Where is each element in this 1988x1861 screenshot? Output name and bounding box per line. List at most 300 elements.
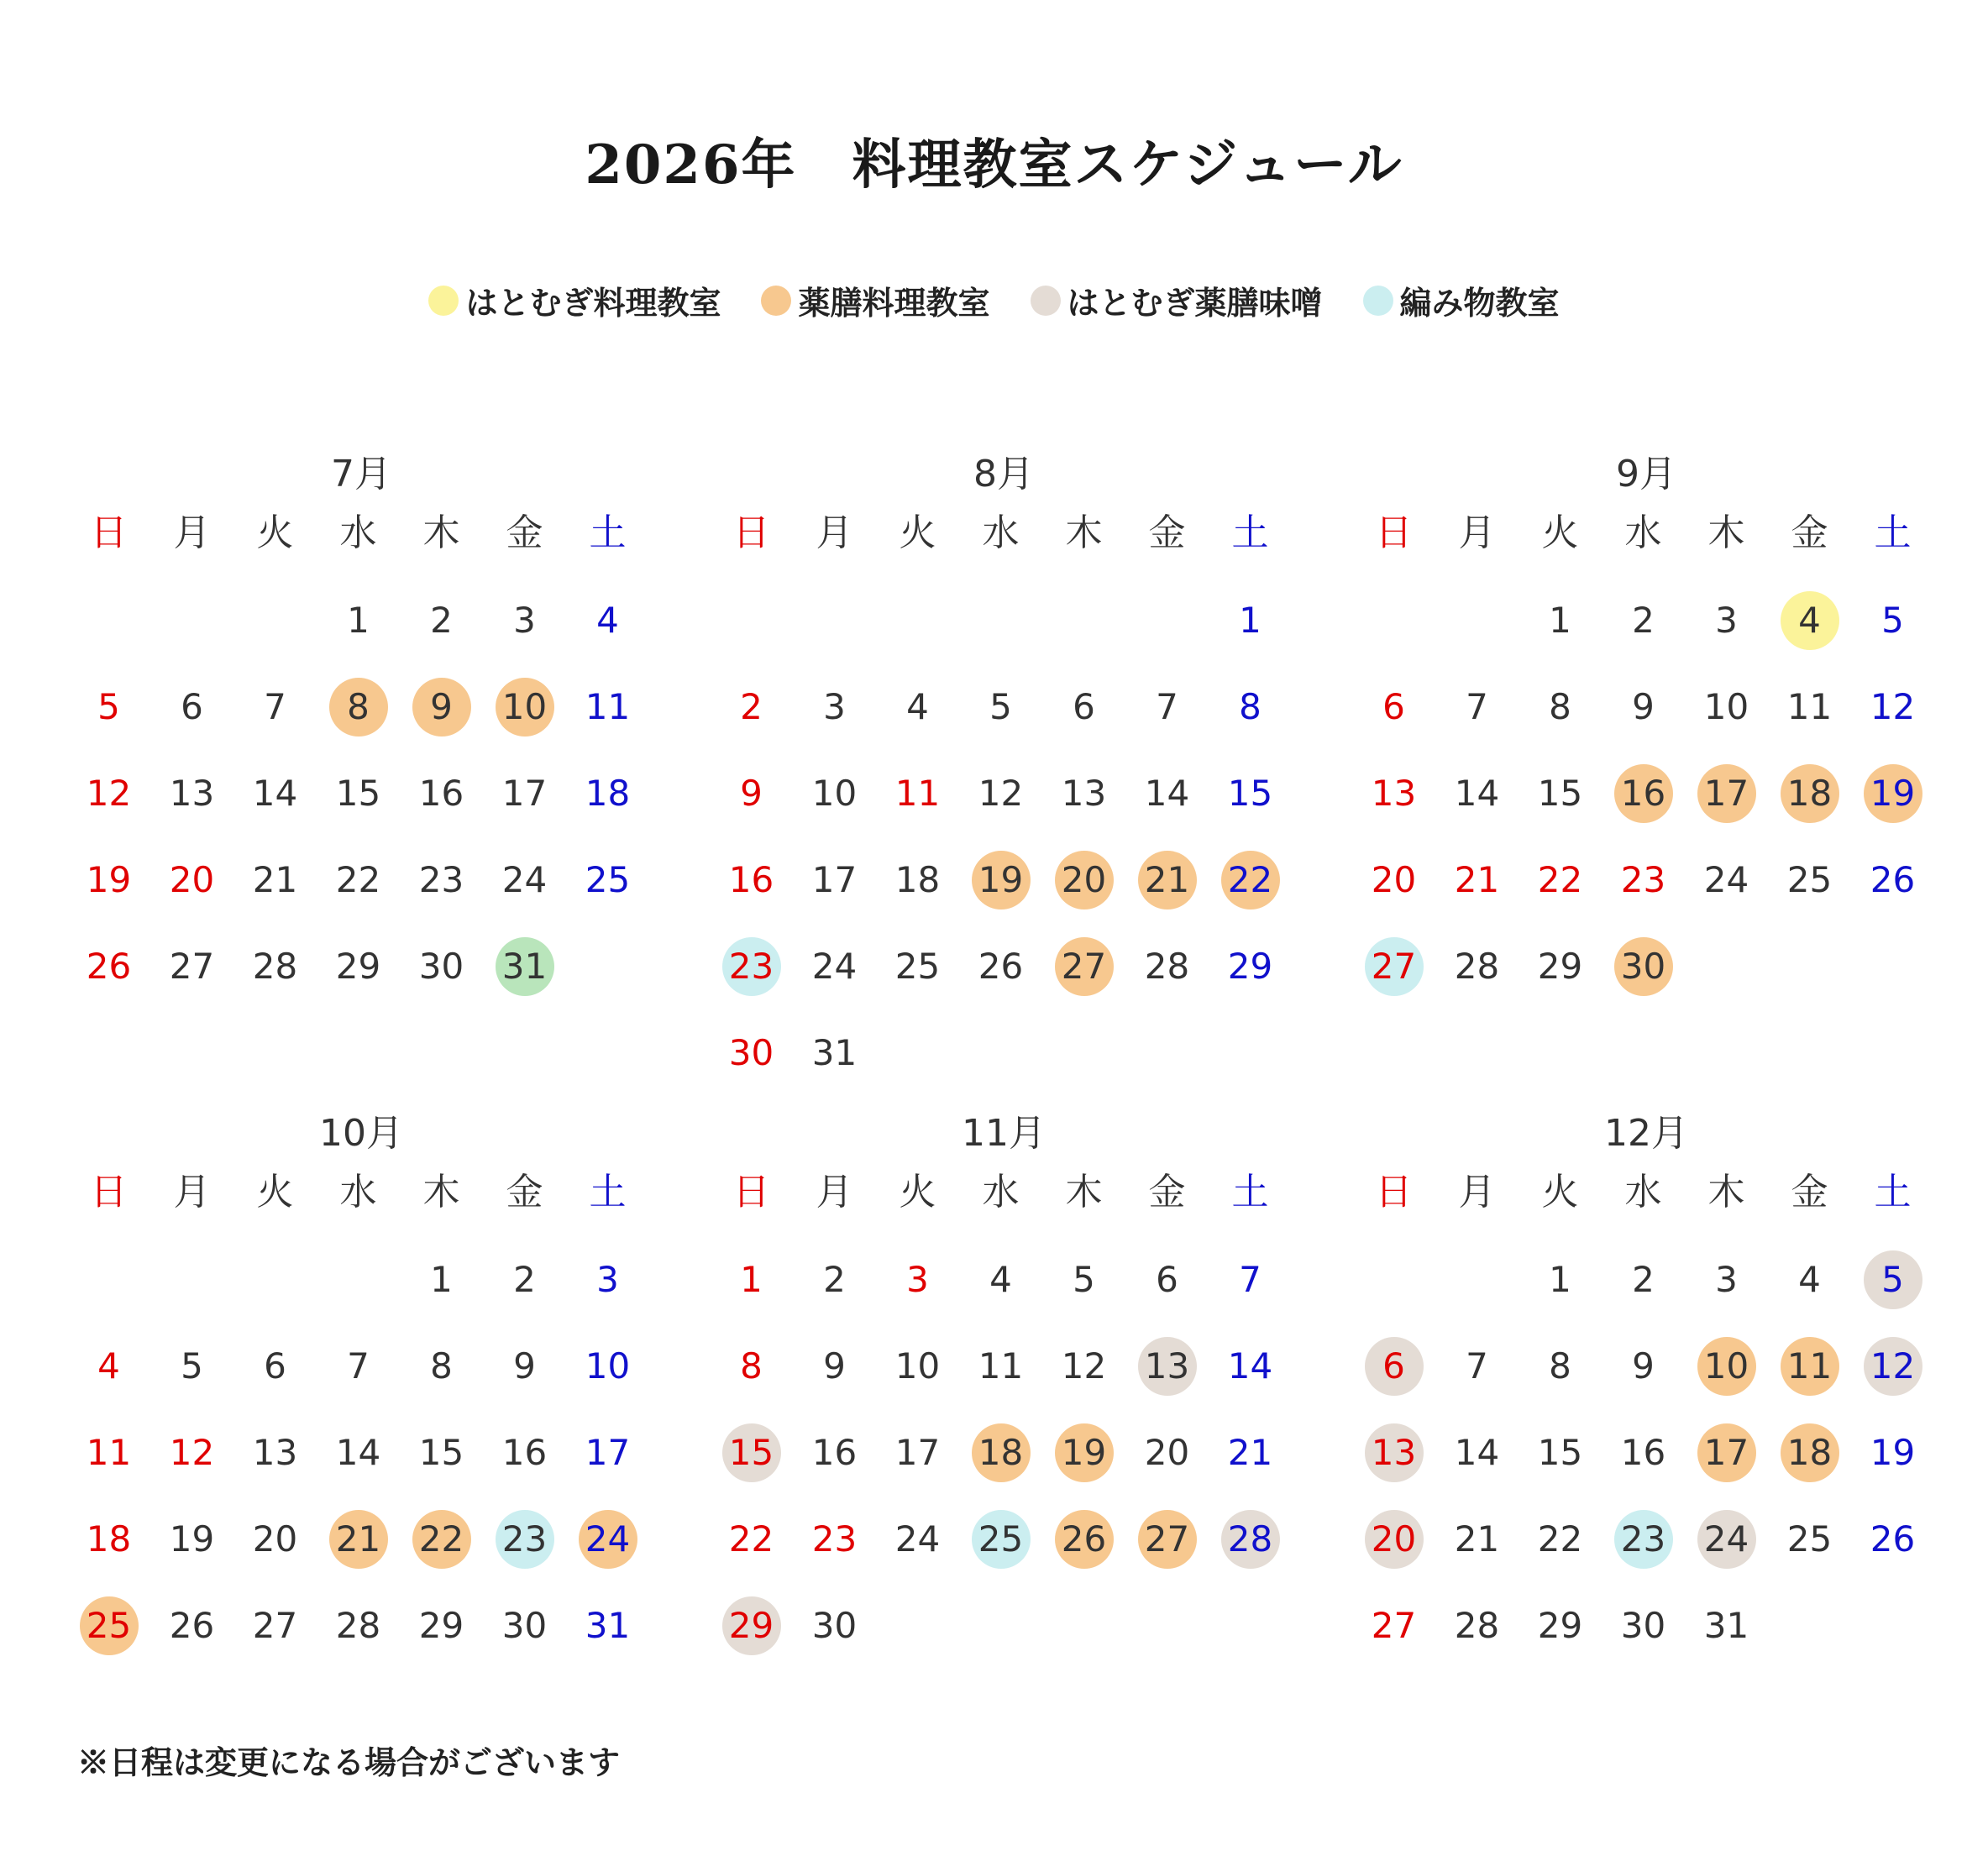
day-number: 13 [1371, 773, 1417, 814]
day-cell [400, 923, 483, 1009]
day-cell [150, 1409, 233, 1496]
day-cell [1685, 1323, 1768, 1409]
day-cell [483, 1323, 566, 1409]
weekday-label: 月 [1458, 511, 1496, 554]
day-number: 16 [501, 1432, 548, 1473]
weekday-label: 木 [1065, 511, 1103, 554]
day-cell [1042, 1236, 1125, 1323]
weekday-label: 木 [422, 1171, 460, 1214]
empty-day-cell [233, 1236, 317, 1323]
day-cell [150, 750, 233, 836]
event-day-number: 12 [1864, 1337, 1922, 1396]
day-cell [1209, 663, 1292, 750]
day-cell [483, 663, 566, 750]
empty-day-cell [317, 1236, 400, 1323]
weekday-label: 金 [1791, 1171, 1828, 1214]
empty-day-cell [959, 577, 1042, 663]
day-cell [710, 923, 793, 1009]
day-number: 6 [181, 686, 203, 727]
day-cell [233, 923, 317, 1009]
day-cell [317, 1323, 400, 1409]
event-day-number: 24 [1697, 1510, 1756, 1569]
day-cell [1602, 663, 1685, 750]
legend-dot-icon [1031, 286, 1061, 316]
empty-day-cell [793, 577, 876, 663]
day-cell [1209, 750, 1292, 836]
day-cell [150, 923, 233, 1009]
day-number: 3 [513, 600, 536, 641]
day-cell [566, 1323, 649, 1409]
empty-day-cell [710, 577, 793, 663]
day-number: 18 [894, 859, 941, 900]
day-number: 26 [1870, 1518, 1916, 1560]
day-cell [317, 750, 400, 836]
day-number: 2 [1632, 1259, 1655, 1300]
day-cell [150, 1582, 233, 1669]
day-cell [959, 923, 1042, 1009]
day-cell [1768, 577, 1851, 663]
day-number: 5 [989, 686, 1012, 727]
weekday-label: 水 [339, 511, 377, 554]
day-cell [1209, 1496, 1292, 1582]
day-number: 8 [1549, 1345, 1571, 1387]
event-day-number: 6 [1365, 1337, 1424, 1396]
event-day-number: 23 [496, 1510, 554, 1569]
day-cell [1352, 923, 1435, 1009]
day-cell [67, 836, 150, 923]
day-cell [1435, 923, 1519, 1009]
day-cell [566, 1496, 649, 1582]
weekday-label: 火 [899, 511, 936, 554]
day-cell [1352, 1409, 1435, 1496]
month-title: 12月 [1604, 1112, 1688, 1155]
day-number: 4 [596, 600, 619, 641]
day-cell [1685, 663, 1768, 750]
day-cell [233, 836, 317, 923]
event-day-number: 20 [1055, 851, 1114, 910]
day-cell [1435, 663, 1519, 750]
day-number: 17 [501, 773, 548, 814]
day-cell [1602, 1409, 1685, 1496]
day-number: 30 [418, 946, 464, 987]
weekday-label: 日 [1375, 1171, 1413, 1214]
day-cell [67, 1323, 150, 1409]
day-cell [1602, 750, 1685, 836]
empty-day-cell [1352, 577, 1435, 663]
day-cell [710, 1236, 793, 1323]
day-cell [793, 836, 876, 923]
day-cell [710, 663, 793, 750]
day-number: 15 [418, 1432, 464, 1473]
day-number: 25 [1786, 1518, 1833, 1560]
weekday-label: 水 [339, 1171, 377, 1214]
day-number: 9 [1632, 1345, 1655, 1387]
day-cell [1435, 1409, 1519, 1496]
day-number: 26 [169, 1605, 215, 1646]
event-day-number: 19 [972, 851, 1031, 910]
day-grid [1352, 577, 1940, 1009]
day-cell [1352, 750, 1435, 836]
day-cell [710, 1582, 793, 1669]
day-cell [959, 1236, 1042, 1323]
day-cell [1042, 663, 1125, 750]
day-number: 29 [335, 946, 381, 987]
event-day-number: 18 [972, 1423, 1031, 1482]
day-number: 14 [1454, 773, 1500, 814]
day-cell [566, 1409, 649, 1496]
day-cell [483, 1409, 566, 1496]
day-cell [67, 1409, 150, 1496]
weekday-label: 月 [173, 511, 211, 554]
event-day-number: 18 [1781, 1423, 1839, 1482]
day-number: 25 [894, 946, 941, 987]
day-number: 9 [823, 1345, 846, 1387]
day-number: 12 [1061, 1345, 1107, 1387]
legend-item-hatomugi [428, 277, 721, 323]
day-cell [150, 1496, 233, 1582]
day-number: 7 [1239, 1259, 1262, 1300]
day-number: 11 [585, 686, 631, 727]
day-number: 25 [585, 859, 631, 900]
day-number: 17 [811, 859, 858, 900]
weekday-label: 金 [506, 511, 543, 554]
day-number: 31 [811, 1032, 858, 1073]
day-cell [400, 663, 483, 750]
day-number: 21 [1454, 859, 1500, 900]
day-cell [67, 1496, 150, 1582]
event-day-number: 11 [1781, 1337, 1839, 1396]
day-number: 1 [740, 1259, 763, 1300]
day-cell [233, 663, 317, 750]
day-number: 28 [335, 1605, 381, 1646]
weekday-label: 日 [90, 511, 128, 554]
weekday-label: 日 [732, 1171, 770, 1214]
weekday-header [710, 1169, 1298, 1216]
weekday-header [67, 510, 655, 557]
day-cell [483, 1582, 566, 1669]
day-cell [67, 1582, 150, 1669]
day-cell [876, 1409, 959, 1496]
day-number: 29 [1537, 1605, 1583, 1646]
day-cell [317, 1409, 400, 1496]
day-number: 28 [1144, 946, 1190, 987]
day-cell [1209, 836, 1292, 923]
empty-day-cell [67, 577, 150, 663]
weekday-label: 日 [90, 1171, 128, 1214]
day-cell [793, 1496, 876, 1582]
day-cell [1519, 1236, 1602, 1323]
day-cell [793, 923, 876, 1009]
day-cell [483, 923, 566, 1009]
day-cell [483, 750, 566, 836]
day-cell [1768, 1323, 1851, 1409]
day-cell [1768, 1409, 1851, 1496]
day-number: 12 [978, 773, 1024, 814]
event-day-number: 10 [496, 678, 554, 737]
day-number: 13 [1061, 773, 1107, 814]
day-number: 22 [335, 859, 381, 900]
event-day-number: 21 [1138, 851, 1197, 910]
day-cell [150, 836, 233, 923]
day-number: 6 [1156, 1259, 1178, 1300]
event-day-number: 28 [1221, 1510, 1280, 1569]
day-number: 19 [86, 859, 132, 900]
day-number: 23 [418, 859, 464, 900]
day-number: 10 [1703, 686, 1749, 727]
day-cell [1209, 1323, 1292, 1409]
event-day-number: 31 [496, 937, 554, 996]
weekday-label: 土 [1231, 511, 1269, 554]
day-grid [1352, 1236, 1940, 1669]
day-cell [793, 1009, 876, 1096]
legend-label: はとむぎ料理教室 [465, 284, 721, 322]
day-cell [1125, 663, 1209, 750]
weekday-label: 水 [982, 511, 1020, 554]
event-day-number: 26 [1055, 1510, 1114, 1569]
weekday-label: 木 [1065, 1171, 1103, 1214]
weekday-label: 火 [256, 1171, 294, 1214]
day-number: 18 [86, 1518, 132, 1560]
event-day-number: 5 [1864, 1250, 1922, 1309]
day-number: 7 [347, 1345, 370, 1387]
day-cell [1768, 750, 1851, 836]
day-cell [1042, 923, 1125, 1009]
day-cell [1851, 1496, 1934, 1582]
day-cell [1435, 1323, 1519, 1409]
day-cell [1851, 1236, 1934, 1323]
day-number: 4 [989, 1259, 1012, 1300]
day-number: 7 [1466, 686, 1488, 727]
day-number: 14 [335, 1432, 381, 1473]
empty-day-cell [1352, 1236, 1435, 1323]
day-cell [793, 1582, 876, 1669]
weekday-label: 月 [1458, 1171, 1496, 1214]
day-number: 10 [894, 1345, 941, 1387]
day-cell [566, 1582, 649, 1669]
weekday-label: 土 [1231, 1171, 1269, 1214]
day-number: 14 [1227, 1345, 1273, 1387]
day-number: 14 [1454, 1432, 1500, 1473]
month-title: 7月 [331, 453, 391, 495]
event-day-number: 25 [972, 1510, 1031, 1569]
day-number: 6 [1382, 686, 1405, 727]
day-number: 20 [1144, 1432, 1190, 1473]
day-number: 31 [1703, 1605, 1749, 1646]
day-number: 24 [811, 946, 858, 987]
event-day-number: 13 [1138, 1337, 1197, 1396]
empty-day-cell [1125, 577, 1209, 663]
day-number: 30 [811, 1605, 858, 1646]
day-number: 20 [1371, 859, 1417, 900]
day-cell [876, 1236, 959, 1323]
day-number: 15 [335, 773, 381, 814]
day-number: 20 [169, 859, 215, 900]
weekday-label: 土 [589, 1171, 627, 1214]
legend-item-knit [1363, 277, 1560, 323]
day-cell [1685, 1496, 1768, 1582]
day-cell [1519, 577, 1602, 663]
day-cell [959, 750, 1042, 836]
day-cell [1602, 577, 1685, 663]
day-number: 16 [811, 1432, 858, 1473]
day-cell [1209, 1236, 1292, 1323]
event-day-number: 25 [80, 1596, 139, 1655]
day-cell [150, 1323, 233, 1409]
day-number: 16 [418, 773, 464, 814]
day-cell [1519, 836, 1602, 923]
weekday-header [1352, 510, 1940, 557]
legend-label: はとむぎ薬膳味噌 [1067, 284, 1323, 322]
day-number: 23 [811, 1518, 858, 1560]
day-cell [1602, 836, 1685, 923]
day-cell [1602, 923, 1685, 1009]
day-number: 6 [1073, 686, 1095, 727]
day-cell [1851, 1323, 1934, 1409]
day-number: 9 [740, 773, 763, 814]
day-cell [1685, 1409, 1768, 1496]
day-cell [400, 1323, 483, 1409]
day-cell [1519, 923, 1602, 1009]
day-number: 28 [1454, 1605, 1500, 1646]
weekday-label: 月 [816, 511, 853, 554]
day-cell [1042, 750, 1125, 836]
weekday-label: 水 [1624, 1171, 1662, 1214]
event-day-number: 10 [1697, 1337, 1756, 1396]
day-number: 8 [740, 1345, 763, 1387]
day-cell [1209, 1409, 1292, 1496]
day-cell [1519, 1323, 1602, 1409]
day-cell [1685, 750, 1768, 836]
day-number: 2 [513, 1259, 536, 1300]
day-cell [1125, 1323, 1209, 1409]
empty-day-cell [150, 577, 233, 663]
weekday-label: 水 [1624, 511, 1662, 554]
event-day-number: 19 [1055, 1423, 1114, 1482]
day-number: 1 [1549, 1259, 1571, 1300]
day-number: 15 [1537, 1432, 1583, 1473]
day-cell [1125, 1409, 1209, 1496]
weekday-header [1352, 1169, 1940, 1216]
day-number: 1 [430, 1259, 453, 1300]
day-number: 2 [823, 1259, 846, 1300]
day-cell [233, 750, 317, 836]
day-number: 26 [978, 946, 1024, 987]
weekday-label: 月 [816, 1171, 853, 1214]
day-cell [876, 923, 959, 1009]
day-number: 30 [1620, 1605, 1666, 1646]
day-number: 7 [264, 686, 286, 727]
day-number: 7 [1466, 1345, 1488, 1387]
month-calendar-nov [710, 1109, 1298, 1713]
day-cell [150, 663, 233, 750]
day-cell [1435, 750, 1519, 836]
event-day-number: 18 [1781, 764, 1839, 823]
day-cell [876, 836, 959, 923]
legend [0, 277, 1988, 323]
day-number: 26 [1870, 859, 1916, 900]
weekday-label: 土 [589, 511, 627, 554]
day-number: 27 [1371, 1605, 1417, 1646]
day-grid [710, 1236, 1298, 1669]
event-day-number: 17 [1697, 1423, 1756, 1482]
day-cell [959, 663, 1042, 750]
day-cell [1685, 1236, 1768, 1323]
day-cell [1352, 836, 1435, 923]
day-number: 23 [1620, 859, 1666, 900]
day-number: 20 [252, 1518, 298, 1560]
weekday-label: 木 [1707, 511, 1745, 554]
day-number: 11 [1786, 686, 1833, 727]
day-number: 4 [906, 686, 929, 727]
day-number: 12 [1870, 686, 1916, 727]
weekday-label: 月 [173, 1171, 211, 1214]
weekday-label: 金 [1148, 511, 1186, 554]
day-cell [483, 577, 566, 663]
event-day-number: 30 [1614, 937, 1673, 996]
day-cell [1602, 1582, 1685, 1669]
day-number: 17 [585, 1432, 631, 1473]
day-number: 9 [513, 1345, 536, 1387]
day-number: 24 [1703, 859, 1749, 900]
day-cell [1125, 923, 1209, 1009]
legend-item-yakuzen [761, 277, 989, 323]
day-cell [400, 1236, 483, 1323]
day-cell [1352, 1323, 1435, 1409]
day-cell [317, 577, 400, 663]
day-number: 10 [585, 1345, 631, 1387]
day-cell [1125, 1496, 1209, 1582]
day-cell [959, 1409, 1042, 1496]
day-number: 17 [894, 1432, 941, 1473]
event-day-number: 24 [579, 1510, 637, 1569]
day-cell [1042, 836, 1125, 923]
day-cell [1352, 663, 1435, 750]
legend-dot-icon [428, 286, 459, 316]
day-cell [400, 1582, 483, 1669]
day-number: 2 [430, 600, 453, 641]
event-day-number: 17 [1697, 764, 1756, 823]
day-cell [1851, 1409, 1934, 1496]
day-cell [1435, 1496, 1519, 1582]
day-cell [233, 1409, 317, 1496]
day-number: 12 [169, 1432, 215, 1473]
day-number: 19 [169, 1518, 215, 1560]
day-cell [1435, 1582, 1519, 1669]
weekday-header [710, 510, 1298, 557]
weekday-label: 火 [256, 511, 294, 554]
day-cell [1209, 577, 1292, 663]
weekday-label: 金 [1791, 511, 1828, 554]
event-day-number: 22 [1221, 851, 1280, 910]
month-calendar-aug [710, 449, 1298, 1073]
empty-day-cell [67, 1236, 150, 1323]
day-cell [483, 1496, 566, 1582]
month-title: 8月 [973, 453, 1034, 495]
weekday-label: 火 [1541, 511, 1579, 554]
day-cell [566, 750, 649, 836]
day-cell [1435, 836, 1519, 923]
day-cell [1125, 1236, 1209, 1323]
day-cell [959, 1323, 1042, 1409]
weekday-label: 木 [422, 511, 460, 554]
day-grid [710, 577, 1298, 1096]
month-calendar-jul [67, 449, 655, 1054]
day-cell [317, 1496, 400, 1582]
day-cell [876, 1496, 959, 1582]
day-number: 2 [1632, 600, 1655, 641]
empty-day-cell [1435, 1236, 1519, 1323]
day-number: 1 [1239, 600, 1262, 641]
